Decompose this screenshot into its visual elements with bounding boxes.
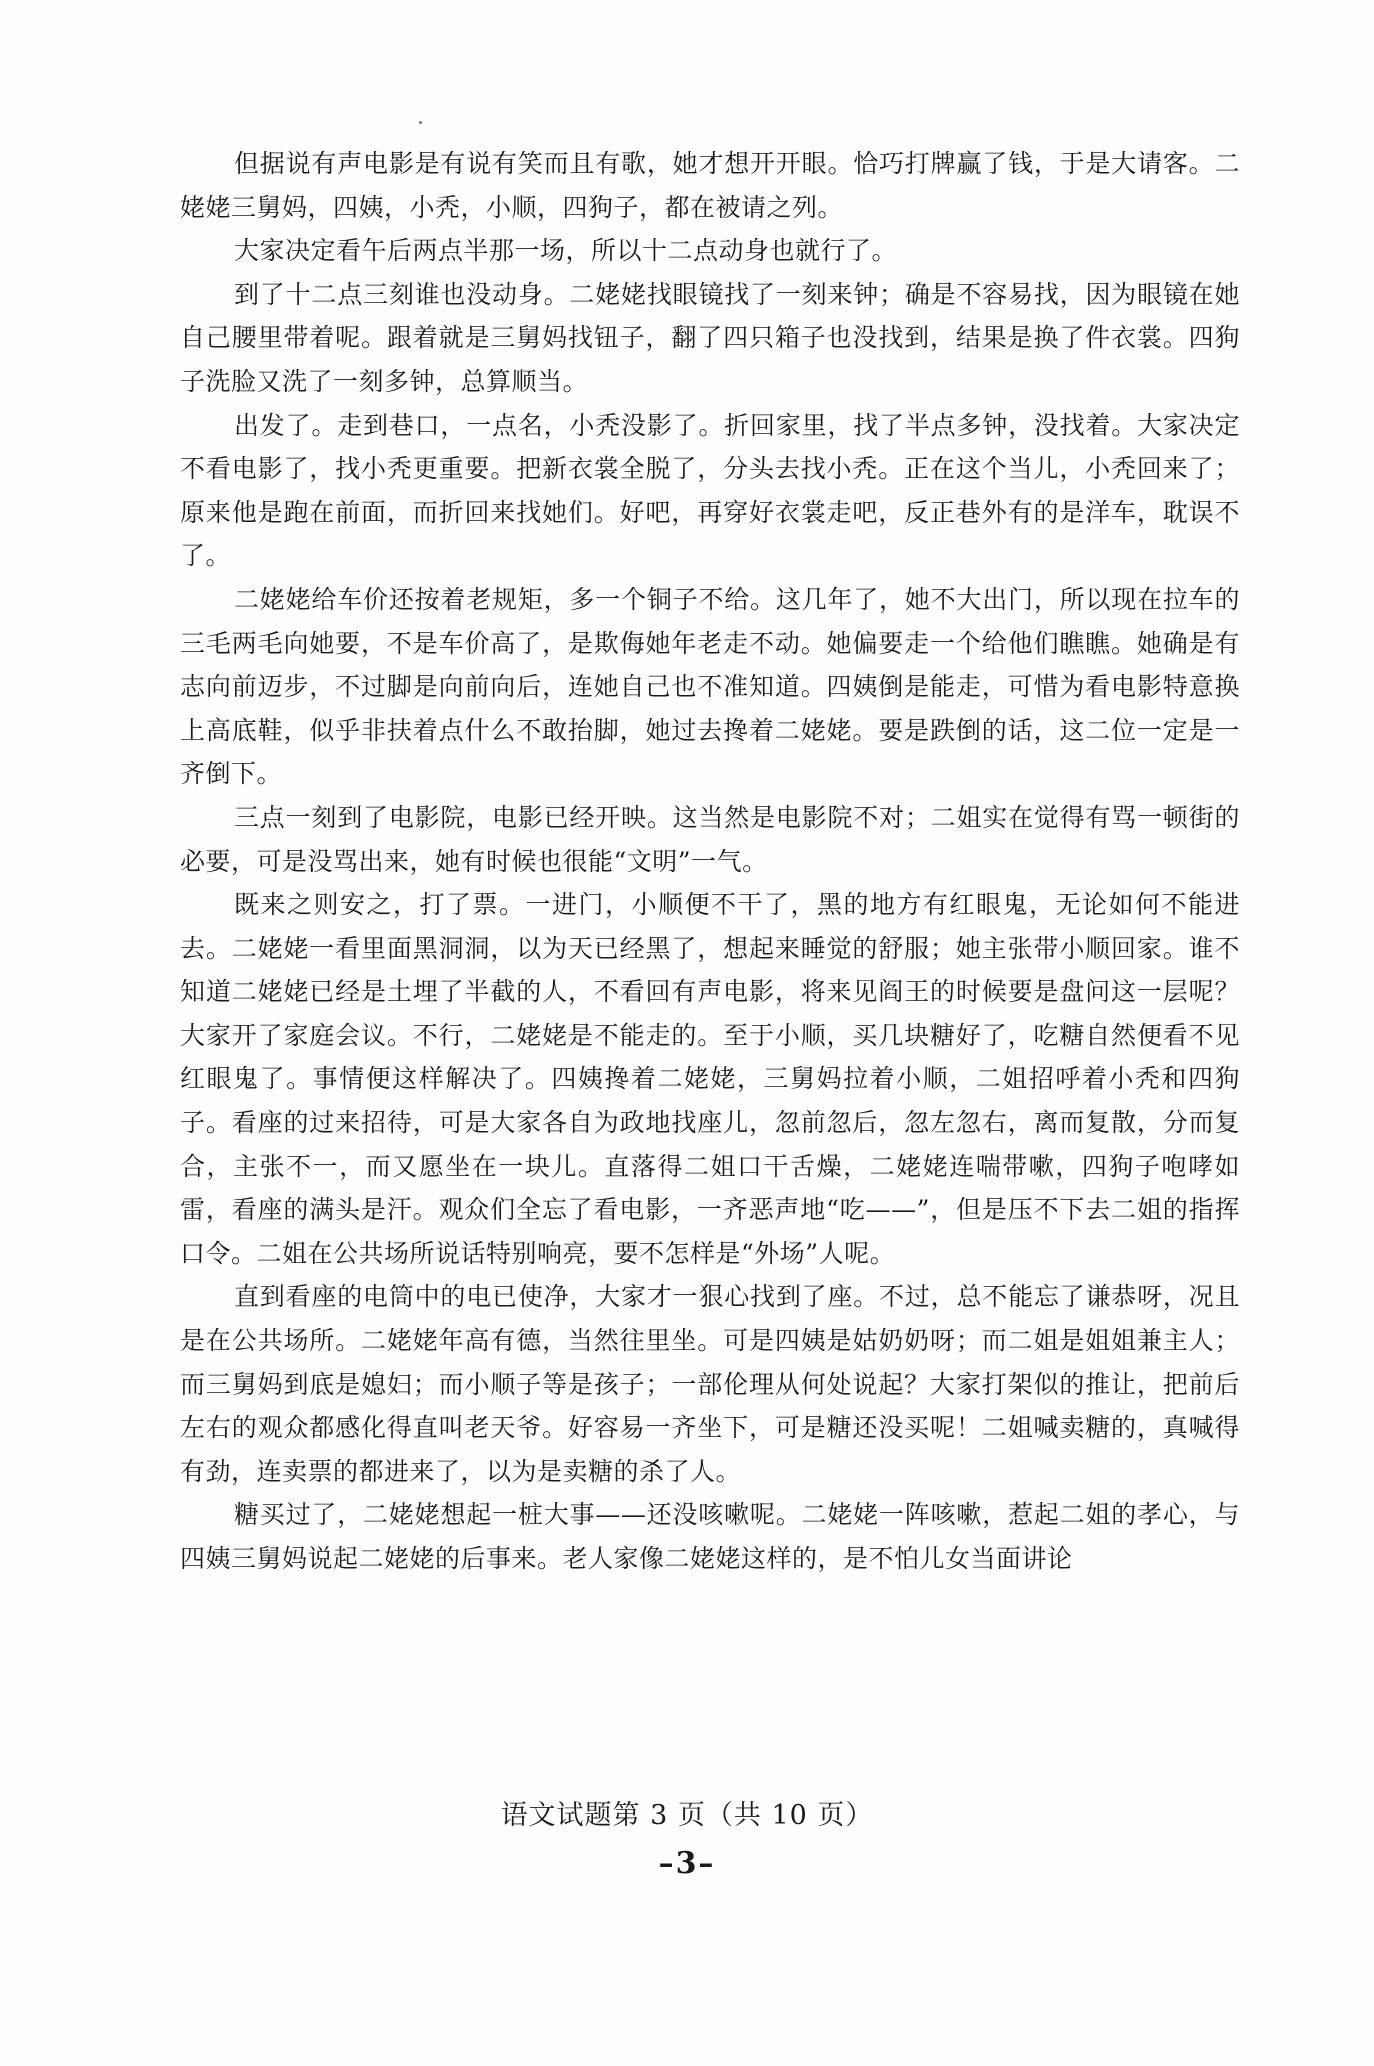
paragraph: 三点一刻到了电影院，电影已经开映。这当然是电影院不对；二姐实在觉得有骂一顿街的必要，可是没骂出来，她有时候也很能“文明”一气。 — [180, 802, 1240, 876]
paragraph: 二姥姥给车价还按着老规矩，多一个铜子不给。这几年了，她不大出门，所以现在拉车的三毛两毛向她要，不是车价高了，是欺侮她年老走不动。她偏要走一个给他们瞧瞧。她确是有志向前迈步，不过脚是向前向后，连她自己也不准知道。四姨倒是能走，可惜为看电影特意换上高底鞋，似乎非扶着点什么不敢抬脚，她过去搀着二姥姥。要是跌倒的话，这二位一定是一齐倒下。 — [180, 584, 1240, 789]
paragraph: 出发了。走到巷口，一点名，小秃没影了。折回家里，找了半点多钟，没找着。大家决定不看电影了，找小秃更重要。把新衣裳全脱了，分头去找小秃。正在这个当儿，小秃回来了；原来他是跑在前面，而折回来找她们。好吧，再穿好衣裳走吧，反正巷外有的是洋车，耽误不了。 — [180, 410, 1240, 571]
paragraph: 糖买过了，二姥姥想起一桩大事——还没咳嗽呢。二姥姥一阵咳嗽，惹起二姐的孝心，与四姨三舅妈说起二姥姥的后事来。老人家像二姥姥这样的，是不怕儿女当面讲论 — [180, 1500, 1240, 1573]
paragraph: 大家决定看午后两点半那一场，所以十二点动身也就行了。 — [234, 236, 898, 266]
paragraph: 到了十二点三刻谁也没动身。二姥姥找眼镜找了一刻来钟；确是不容易找，因为眼镜在她自己腰里带着呢。跟着就是三舅妈找钮子，翻了四只箱子也没找到，结果是换了件衣裳。四狗子洗脸又洗了一刻多钟，总算顺当。 — [180, 279, 1240, 396]
paragraph: 但据说有声电影是有说有笑而且有歌，她才想开开眼。恰巧打牌赢了钱，于是大请客。二姥姥三舅妈，四姨，小秃，小顺，四狗子，都在被请之列。 — [180, 149, 1240, 222]
scan-speck — [419, 121, 422, 124]
footer-title: 语文试题第 3 页（共 10 页） — [500, 1800, 874, 1831]
paragraph: 直到看座的电筒中的电已使净，大家才一狠心找到了座。不过，总不能忘了谦恭呀，况且是在公共场所。二姥姥年高有德，当然往里坐。可是四姨是姑奶奶呀；而二姐是姐姐兼主人；而三舅妈到底是媳妇；而小顺子等是孩子；一部伦理从何处说起？大家打架似的推让，把前后左右的观众都感化得直叫老天爷。好容易一齐坐下，可是糖还没买呢！二姐喊卖糖的，真喊得有劲，连卖票的都进来了，以为是卖糖的杀了人。 — [180, 1282, 1240, 1486]
article-body — [180, 142, 1240, 1581]
page-number: –3– — [658, 1846, 716, 1881]
paragraph: 既来之则安之，打了票。一进门，小顺便不干了，黑的地方有红眼鬼，无论如何不能进去。二姥姥一看里面黑洞洞，以为天已经黑了，想起来睡觉的舒服；她主张带小顺回家。谁不知道二姥姥已经是土埋了半截的人，不看回有声电影，将来见阎王的时候要是盘问这一层呢？大家开了家庭会议。不行，二姥姥是不能走的。至于小顺，买几块糖好了，吃糖自然便看不见红眼鬼了。事情便这样解决了。四姨搀着二姥姥，三舅妈拉着小顺，二姐招呼着小秃和四狗子。看座的过来招待，可是大家各自为政地找座儿，忽前忽后，忽左忽右，离而复散，分而复合，主张不一，而又愿坐在一块儿。直落得二姐口干舌燥，二姥姥连喘带嗽，四狗子咆哮如雷，看座的满头是汗。观众们全忘了看电影，一齐恶声地“吃——”，但是压不下去二姐的指挥口令。二姐在公共场所说话特别响亮，要不怎样是“外场”人呢。 — [180, 890, 1240, 1268]
